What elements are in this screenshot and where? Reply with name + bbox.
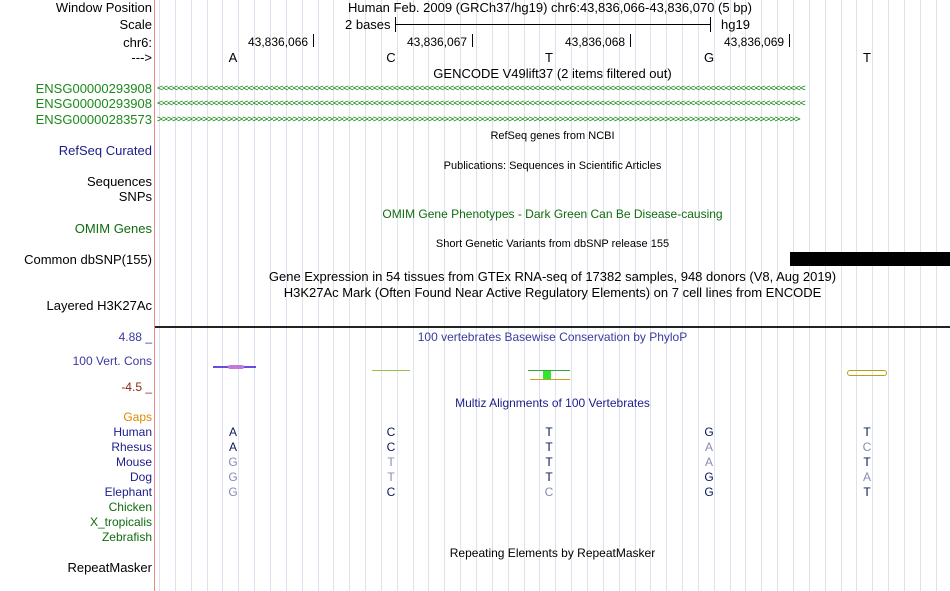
alignment-base: T <box>863 425 871 439</box>
position-label: 43,836,066 <box>248 35 309 49</box>
reference-base: T <box>863 50 871 65</box>
phylop-score-bar <box>372 370 410 371</box>
reference-base: T <box>545 50 553 65</box>
alignment-base: C <box>386 440 396 454</box>
position-label: 43,836,068 <box>565 35 626 49</box>
gene-feature-reverse[interactable]: <<<<<<<<<<<<<<<<<<<<<<<<<<<<<<<<<<<<<<<<<<<<<<<<<<<<<<<<<<<<<<<<<<<<<<<<<<<<<<<<<<<<<<<<<<<<<<<<<<<<<<<<<<<<<<<<<<<<<<<<<<<<<<<<< <box>157 100 805 108</box>
h3k27ac-track-title[interactable]: H3K27Ac Mark (Often Found Near Active Regulatory Elements) on 7 cell lines from ENCODE <box>283 285 822 300</box>
phylop-score-bar <box>228 365 244 369</box>
alignment-species-label[interactable]: Zebrafish <box>101 530 152 544</box>
alignment-species-label[interactable]: Mouse <box>115 455 152 469</box>
phylop-score-bar <box>847 370 887 376</box>
alignment-species-label[interactable]: Elephant <box>104 485 152 499</box>
alignment-base: T <box>387 455 395 469</box>
gtex-track-title[interactable]: Gene Expression in 54 tissues from GTEx RNA-seq of 17382 samples, 948 donors (V8, Aug 2019) <box>268 269 837 284</box>
alignment-base: G <box>228 485 238 499</box>
refseq-track-label[interactable]: RefSeq Curated <box>58 143 152 158</box>
scale-label: Scale <box>119 17 152 32</box>
alignment-base: G <box>704 470 714 484</box>
scale-bar-right-tick <box>710 17 711 32</box>
gene-feature-reverse[interactable]: <<<<<<<<<<<<<<<<<<<<<<<<<<<<<<<<<<<<<<<<<<<<<<<<<<<<<<<<<<<<<<<<<<<<<<<<<<<<<<<<<<<<<<<<<<<<<<<<<<<<<<<<<<<<<<<<<<<<<<<<<<<<<<<<< <box>157 85 805 93</box>
position-tick <box>630 34 631 47</box>
phylop-min-value: -4.5 _ <box>121 380 152 394</box>
gencode-gene-label[interactable]: ENSG00000293908 <box>35 81 152 96</box>
phylop-score-bar <box>543 371 551 379</box>
alignment-species-label[interactable]: X_tropicalis <box>89 515 152 529</box>
strand-arrow-label: ---> <box>131 50 152 65</box>
alignment-base: T <box>545 425 553 439</box>
alignment-base: T <box>545 470 553 484</box>
position-tick <box>472 34 473 47</box>
assembly-position-title: Human Feb. 2009 (GRCh37/hg19) chr6:43,836,066-43,836,070 (5 bp) <box>348 0 752 15</box>
phylop-track-label[interactable]: 100 Vert. Cons <box>72 354 152 368</box>
publications-track-title[interactable]: Publications: Sequences in Scientific Articles <box>443 160 662 172</box>
repeatmasker-track-label[interactable]: RepeatMasker <box>67 560 152 575</box>
alignment-base: A <box>862 470 871 484</box>
dbsnp-variant-feature[interactable] <box>790 252 950 266</box>
gencode-gene-label[interactable]: ENSG00000283573 <box>35 112 152 127</box>
h3k27ac-track-label[interactable]: Layered H3K27Ac <box>46 298 152 313</box>
alignment-base: C <box>386 485 396 499</box>
assembly-short: hg19 <box>721 17 750 32</box>
repeatmasker-track-title[interactable]: Repeating Elements by RepeatMasker <box>449 546 656 560</box>
alignment-base: T <box>545 440 553 454</box>
alignment-base: C <box>862 440 872 454</box>
refseq-track-title[interactable]: RefSeq genes from NCBI <box>490 130 615 142</box>
alignment-base: T <box>387 470 395 484</box>
alignment-base: T <box>863 485 871 499</box>
omim-track-label[interactable]: OMIM Genes <box>74 221 152 236</box>
scale-bar-left-tick <box>395 17 396 32</box>
position-tick <box>789 34 790 47</box>
alignment-base: A <box>704 455 713 469</box>
phylop-score-bar <box>530 379 570 380</box>
position-tick <box>313 34 314 47</box>
alignment-base: G <box>704 425 714 439</box>
alignment-base: C <box>386 425 396 439</box>
alignment-base: G <box>704 485 714 499</box>
gene-feature-forward[interactable]: >>>>>>>>>>>>>>>>>>>>>>>>>>>>>>>>>>>>>>>>>>>>>>>>>>>>>>>>>>>>>>>>>>>>>>>>>>>>>>>>>>>>>>>>>>>>>>>>>>>>>>>>>>>>>>>>>>>>>>>>>>>>>>>> <box>157 116 800 124</box>
alignment-base: A <box>704 440 713 454</box>
alignment-species-label[interactable]: Human <box>113 425 152 439</box>
dbsnp-track-title[interactable]: Short Genetic Variants from dbSNP release 155 <box>435 238 670 250</box>
h3k27ac-signal-baseline <box>155 326 950 328</box>
sequences-track-label[interactable]: Sequences <box>86 174 152 189</box>
phylop-max-value: 4.88 _ <box>118 330 152 344</box>
alignment-species-label[interactable]: Chicken <box>108 500 152 514</box>
position-label: 43,836,067 <box>407 35 468 49</box>
alignment-base: G <box>228 470 238 484</box>
gencode-track-title[interactable]: GENCODE V49lift37 (2 items filtered out) <box>433 66 672 81</box>
phylop-track-title[interactable]: 100 vertebrates Basewise Conservation by PhyloP <box>417 330 688 344</box>
scale-value: 2 bases <box>345 17 391 32</box>
reference-base: C <box>386 50 396 65</box>
chrom-label: chr6: <box>123 35 152 50</box>
reference-base: A <box>228 50 238 65</box>
scale-bar <box>395 24 711 25</box>
multiz-track-title[interactable]: Multiz Alignments of 100 Vertebrates <box>455 396 650 410</box>
omim-track-title[interactable]: OMIM Gene Phenotypes - Dark Green Can Be Disease-causing <box>382 207 723 221</box>
position-label: 43,836,069 <box>724 35 785 49</box>
window-position-label: Window Position <box>55 0 152 15</box>
alignment-base: T <box>545 455 553 469</box>
dbsnp-track-label[interactable]: Common dbSNP(155) <box>24 252 152 267</box>
snps-track-label[interactable]: SNPs <box>118 189 152 204</box>
alignment-species-label[interactable]: Rhesus <box>111 440 152 454</box>
alignment-base: A <box>228 425 237 439</box>
gencode-gene-label[interactable]: ENSG00000293908 <box>35 96 152 111</box>
alignment-species-label[interactable]: Dog <box>129 470 152 484</box>
alignment-base: A <box>228 440 237 454</box>
alignment-base: C <box>544 485 554 499</box>
alignment-base: G <box>228 455 238 469</box>
gaps-track-label[interactable]: Gaps <box>123 410 152 424</box>
alignment-base: T <box>863 455 871 469</box>
reference-base: G <box>703 50 715 65</box>
